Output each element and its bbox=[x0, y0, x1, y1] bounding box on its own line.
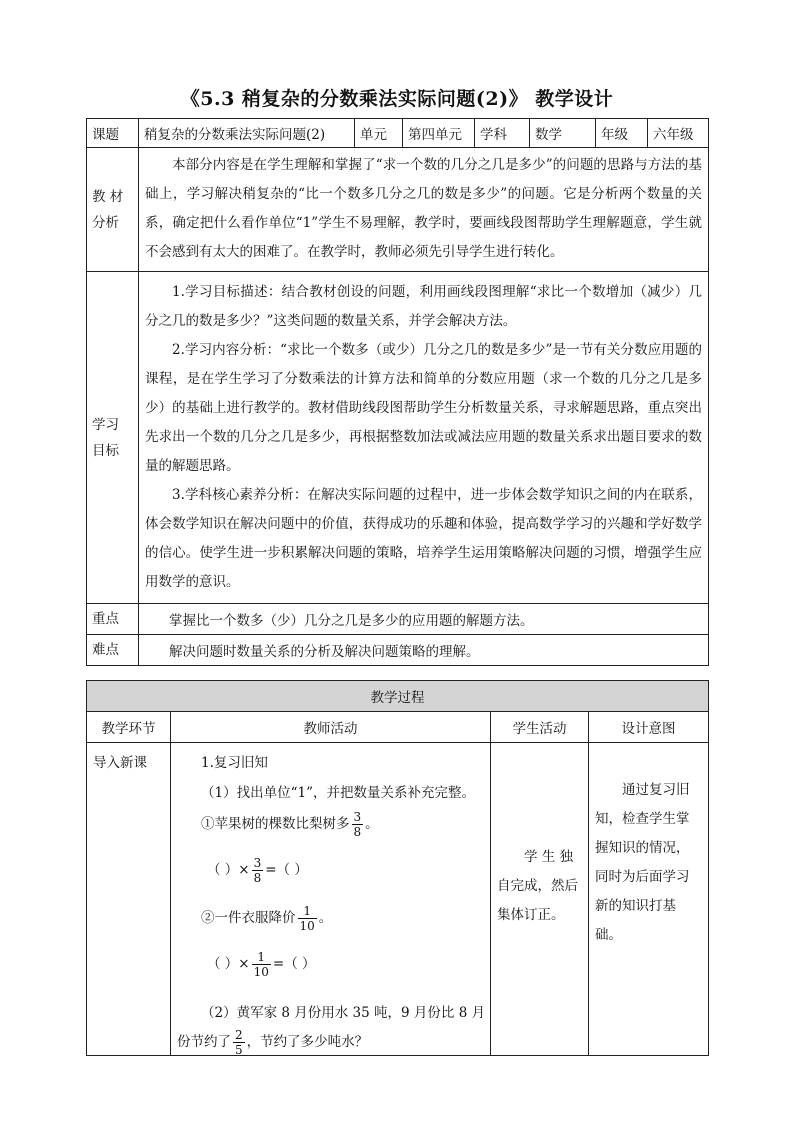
material-row bbox=[87, 148, 709, 272]
teacher-line-7: （2）黄军家 8 月份用水 35 吨，9 月份比 8 月 bbox=[201, 1005, 486, 1021]
teacher-line-2: （1）找出单位“1”，并把数量关系补充完整。 bbox=[201, 785, 475, 801]
process-row-intro bbox=[87, 743, 709, 1056]
material-text: 本部分内容是在学生理解和掌握了“求一个数的几分之几是多少”的问题的思路与方法的基础上，学习解决稍复杂的“比一个数多几分之几的数是多少”的问题。它是分析两个数量的关系，确定把什么看作单位“1”学生不易理解，教学时，要画线段图帮助学生理解题意，学生就不会感到有太大的困难了。在教学时，教师必须先引导学生进行转化。 bbox=[139, 148, 709, 272]
goals-row bbox=[87, 272, 709, 604]
difficulty-label: 难点 bbox=[87, 635, 139, 666]
key-text: 掌握比一个数多（少）几分之几是多少的应用题的解题方法。 bbox=[139, 604, 709, 635]
teacher-line-3: ①苹果树的棵数比梨树多 $\frac{3}{8}$ 。 bbox=[201, 810, 379, 839]
col-teacher: 教师活动 bbox=[171, 712, 491, 743]
topic-label: 课题 bbox=[87, 119, 139, 148]
col-intent: 设计意图 bbox=[589, 712, 709, 743]
subject-label: 学科 bbox=[475, 119, 530, 148]
teacher-line-8: 份节约了 $\frac{2}{5}$ ，节约了多少吨水？ bbox=[177, 1028, 369, 1057]
goal-paragraph-2: 2.学习内容分析：“求比一个数多（或少）几分之几的数是多少”是一节有关分数应用题的课程，是在学生学习了分数乘法的计算方法和简单的分数应用题（求一个数的几分之几是多少）的基础上进行教学的。教材借助线段图帮助学生分析数量关系，寻求解题思路，重点突出先求出一个数的几分之几是多少，再根据整数加法或减法应用题的数量关系求出题目要求的数量的解题思路。 bbox=[145, 342, 702, 474]
fraction-3-8: $\frac{3}{8}$ bbox=[353, 810, 362, 839]
difficulty-row bbox=[87, 635, 709, 666]
header-row bbox=[87, 119, 709, 148]
info-table bbox=[86, 118, 709, 666]
goal-paragraph-3: 3.学科核心素养分析：在解决实际问题的过程中，进一步体会数学知识之间的内在联系，体会数学知识在解决问题中的价值，获得成功的乐趣和体验，提高数学学习的兴趣和学好数学的信心。使学生进一步积累解决问题的策略，培养学生运用策略解决问题的习惯，增强学生应用数学的意识。 bbox=[145, 487, 702, 590]
goal-paragraph-1: 1.学习目标描述：结合教材创设的问题，利用画线段图理解“求比一个数增加（减少）几分之几的数是多少？”这类问题的数量关系，并学会解决方法。 bbox=[145, 284, 702, 329]
student-activity: 学 生 独自完成，然后集体订正。 bbox=[491, 743, 589, 1056]
design-intent: 通过复习旧知，检查学生掌握知识的情况，同时为后面学习新的知识打基础。 bbox=[589, 743, 709, 1056]
fraction-1-10-b: $\frac{1}{10}$ bbox=[253, 950, 269, 979]
goals-text bbox=[139, 272, 709, 604]
col-stage: 教学环节 bbox=[87, 712, 171, 743]
fraction-2-5: $\frac{2}{5}$ bbox=[235, 1028, 243, 1057]
grade-value: 六年级 bbox=[648, 119, 709, 148]
teacher-line-5: ②一件衣服降价 $\frac{1}{10}$ 。 bbox=[201, 904, 333, 933]
process-table bbox=[86, 680, 709, 1056]
key-label: 重点 bbox=[87, 604, 139, 635]
process-title: 教学过程 bbox=[87, 681, 709, 712]
fraction-1-10: $\frac{1}{10}$ bbox=[299, 904, 315, 933]
fraction-3-8-b: $\frac{3}{8}$ bbox=[253, 856, 262, 885]
teacher-line-4: （ ）× $\frac{3}{8}$ =（ ） bbox=[207, 856, 308, 885]
subject-value: 数学 bbox=[530, 119, 596, 148]
grade-label: 年级 bbox=[596, 119, 648, 148]
stage-name: 导入新课 bbox=[87, 743, 171, 1056]
topic-value: 稍复杂的分数乘法实际问题(2) bbox=[139, 119, 355, 148]
unit-value: 第四单元 bbox=[403, 119, 475, 148]
difficulty-text: 解决问题时数量关系的分析及解决问题策略的理解。 bbox=[139, 635, 709, 666]
teacher-activity bbox=[171, 743, 491, 1056]
goals-label: 学习 目标 bbox=[87, 272, 139, 604]
teacher-line-6: （ ）× $\frac{1}{10}$ =（ ） bbox=[207, 950, 316, 979]
teacher-line-1: 1.复习旧知 bbox=[201, 755, 268, 771]
col-student: 学生活动 bbox=[491, 712, 589, 743]
unit-label: 单元 bbox=[355, 119, 403, 148]
material-label: 教 材 分析 bbox=[87, 148, 139, 272]
key-row bbox=[87, 604, 709, 635]
process-column-headers bbox=[87, 712, 709, 743]
page-title: 《5.3 稍复杂的分数乘法实际问题(2)》 教学设计 bbox=[180, 88, 614, 110]
